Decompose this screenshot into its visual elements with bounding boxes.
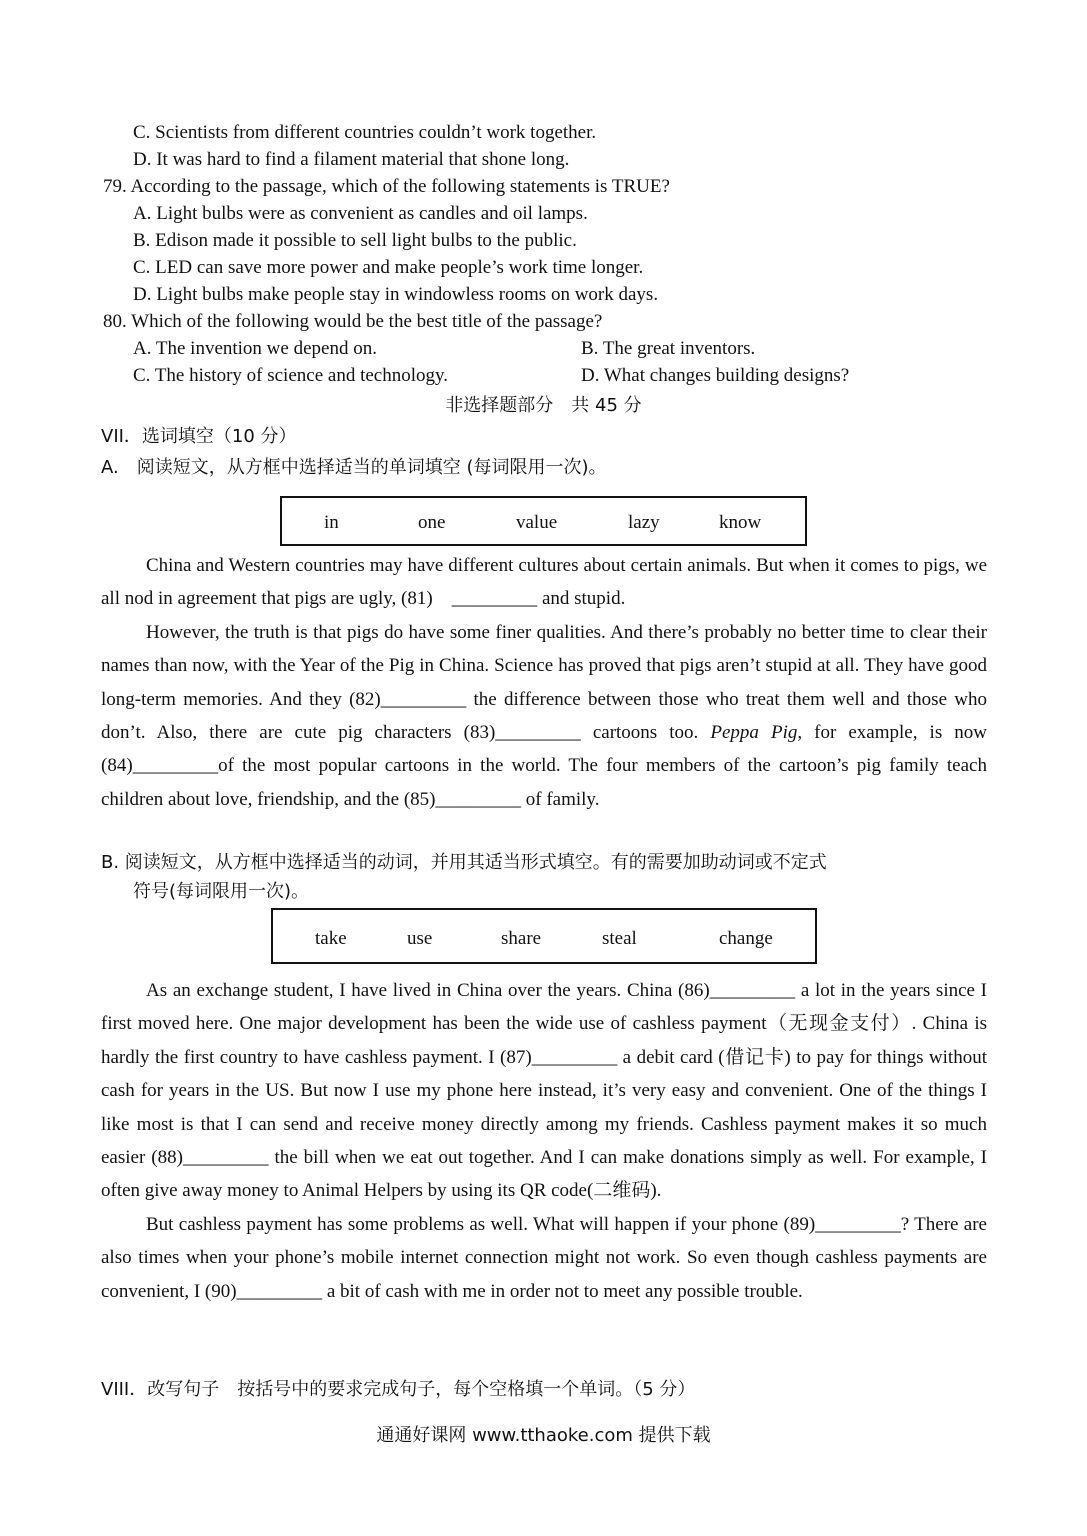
question-80-option-b: B. The great inventors. bbox=[581, 338, 756, 359]
passage-b-paragraph-1: As an exchange student, I have lived in China over the years. China (86)_________ a lot in the years since I first moved here. One major development has been the wide use of cashless payment（无现金支付）. China is hardly the first country to have cashless payment. I (87)_________ a debit card (借记卡) to pay for things without cash for years in the US. But now I use my phone here instead, it’s very easy and convenient. One of the things I like most is that I can send and receive money directly among my friends. Cashless payment makes it so much easier (88)_________ the bill when we eat out together. And I can make donations simply as well. For example, I often give away money to Animal Helpers by using its QR code(二维码). bbox=[101, 980, 987, 1202]
footer-source: 通通好课网 www.tthaoke.com 提供下载 bbox=[376, 1425, 711, 1446]
question-80-option-a: A. The invention we depend on. bbox=[133, 338, 377, 359]
passage-b bbox=[101, 974, 987, 1308]
question-79-option-c: C. LED can save more power and make people’s work time longer. bbox=[133, 257, 644, 278]
section-non-choice-heading: 非选择题部分 共 45 分 bbox=[445, 395, 642, 416]
cartoon-title: Peppa Pig bbox=[710, 722, 798, 744]
word-box-a bbox=[280, 496, 807, 546]
word-box-a-word: one bbox=[418, 512, 446, 533]
question-80-stem: 80. Which of the following would be the best title of the passage? bbox=[103, 311, 603, 332]
option-prev-d: D. It was hard to find a filament material that shone long. bbox=[133, 149, 570, 170]
question-80-option-c: C. The history of science and technology. bbox=[133, 365, 449, 386]
question-79-option-a: A. Light bulbs were as convenient as candles and oil lamps. bbox=[133, 203, 588, 224]
passage-a bbox=[101, 549, 987, 816]
passage-a-paragraph-1: China and Western countries may have different cultures about certain animals. But when it comes to pigs, we all nod in agreement that pigs are ugly, (81) _________ and stupid. bbox=[101, 555, 987, 610]
option-prev-c: C. Scientists from different countries couldn’t work together. bbox=[133, 122, 597, 143]
word-box-a-word: value bbox=[516, 512, 558, 533]
word-box-b bbox=[271, 908, 817, 964]
passage-a-paragraph-2-tail: , for example, is now (84)_________of the most popular cartoons in the world. The four members of the cartoon’s pig family teach children about love, friendship, and the (85)_________ of family. bbox=[101, 722, 987, 810]
passage-a-paragraph-2 bbox=[101, 616, 987, 816]
word-box-b-word: use bbox=[407, 928, 433, 949]
word-box-b-word: change bbox=[719, 928, 773, 949]
word-box-b-word: share bbox=[501, 928, 542, 949]
section-7-part-b-instruction-line-1: B. 阅读短文，从方框中选择适当的动词，并用其适当形式填空。有的需要加助动词或不定式 bbox=[101, 852, 827, 873]
question-80-option-d: D. What changes building designs? bbox=[581, 365, 850, 386]
question-79-stem: 79. According to the passage, which of the following statements is TRUE? bbox=[103, 176, 670, 197]
word-box-a-word: in bbox=[324, 512, 339, 533]
passage-b-paragraph-2: But cashless payment has some problems as well. What will happen if your phone (89)_________? There are also times when your phone’s mobile internet connection might not work. So even though cashless payments are convenient, I (90)_________ a bit of cash with me in order not to meet any possible trouble. bbox=[101, 1213, 987, 1302]
passage-a-paragraph-2-text: However, the truth is that pigs do have some finer qualities. And there’s probably no better time to clear their names than now, with the Year of the Pig in China. Science has proved that pigs aren’t stupid at all. They have good long-term memories. And they (82)_________ the difference between those who treat them well and those who don’t. Also, there are cute pig characters (83)_________ cartoons too. bbox=[101, 621, 987, 744]
word-box-b-word: steal bbox=[602, 928, 637, 949]
word-box-b-word: take bbox=[315, 928, 347, 949]
question-79-option-d: D. Light bulbs make people stay in windowless rooms on work days. bbox=[133, 284, 659, 305]
section-7-part-b-instruction-line-2: 符号(每词限用一次)。 bbox=[133, 881, 310, 902]
word-box-a-word: know bbox=[719, 512, 762, 533]
section-8-title: VIII．改写句子 按括号中的要求完成句子，每个空格填一个单词。（5 分） bbox=[101, 1379, 696, 1400]
word-box-a-word: lazy bbox=[628, 512, 660, 533]
question-79-option-b: B. Edison made it possible to sell light bulbs to the public. bbox=[133, 230, 577, 251]
section-7-title: VII．选词填空（10 分） bbox=[101, 426, 297, 447]
section-7-part-a-instruction: A. 阅读短文，从方框中选择适当的单词填空 (每词限用一次)。 bbox=[101, 457, 607, 478]
